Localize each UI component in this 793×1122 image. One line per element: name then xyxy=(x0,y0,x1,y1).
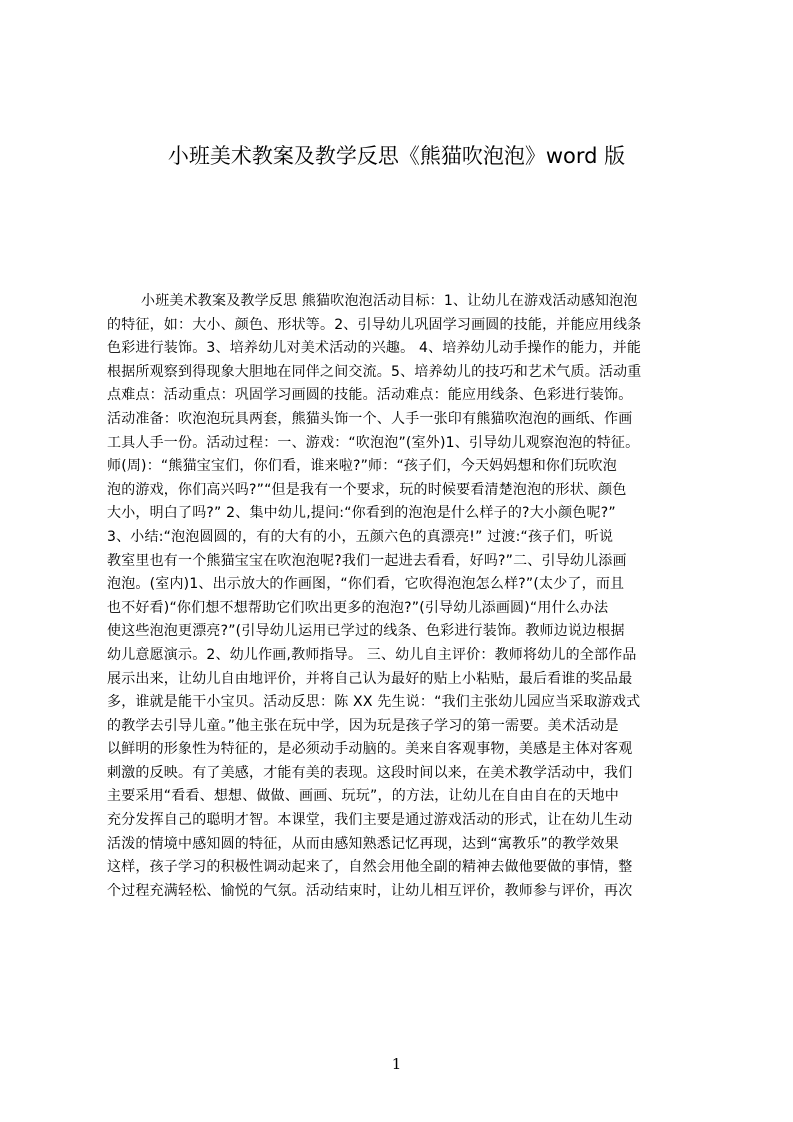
body-line: 泡的游戏，你们高兴吗?”“但是我有一个要求，玩的时候要看清楚泡泡的形状、颜色 xyxy=(107,481,627,498)
body-line: 3、小结:“泡泡圆圆的，有的大有的小，五颜六色的真漂亮!” 过渡:“孩子们，听说 xyxy=(107,528,614,545)
body-line: 泡泡。(室内)1、出示放大的作画图，“你们看，它吹得泡泡怎么样?”(太少了，而且 xyxy=(107,576,625,593)
document-title: 小班美术教案及教学反思《熊猫吹泡泡》word 版 xyxy=(167,144,626,168)
body-line: 活动准备：吹泡泡玩具两套，熊猫头饰一个、人手一张印有熊猫吹泡泡的画纸、作画 xyxy=(107,410,633,427)
body-line: 教室里也有一个熊猫宝宝在吹泡泡呢?我们一起进去看看，好吗?”二、引导幼儿添画 xyxy=(107,552,627,569)
body-line: 以鲜明的形象性为特征的，是必须动手动脑的。美来自客观事物，美感是主体对客观 xyxy=(107,741,633,758)
body-line: 色彩进行装饰。3、培养幼儿对美术活动的兴趣。 4、培养幼儿动手操作的能力，并能 xyxy=(107,340,642,357)
body-line: 点难点：活动重点：巩固学习画圆的技能。活动难点：能应用线条、色彩进行装饰。 xyxy=(107,387,633,404)
body-line: 工具人手一份。活动过程：一、游戏：“吹泡泡”(室外)1、引导幼儿观察泡泡的特征。 xyxy=(107,434,640,451)
body-line: 大小，明白了吗?” 2、集中幼儿,提问:“你看到的泡泡是什么样子的?大小颜色呢?” xyxy=(107,505,616,522)
body-line: 小班美术教案及教学反思 熊猫吹泡泡活动目标：1、让幼儿在游戏活动感知泡泡 xyxy=(141,293,638,309)
page-number: 1 xyxy=(391,1055,402,1073)
body-line: 多，谁就是能干小宝贝。活动反思：陈 XX 先生说：“我们主张幼儿园应当采取游戏式 xyxy=(107,694,641,711)
body-line: 充分发挥自己的聪明才智。本课堂，我们主要是通过游戏活动的形式，让在幼儿生动 xyxy=(107,812,633,829)
body-line: 主要采用“看看、想想、做做、画画、玩玩”，的方法，让幼儿在自由自在的天地中 xyxy=(107,788,619,805)
document-body xyxy=(107,290,698,990)
body-line: 这样，孩子学习的积极性调动起来了，自然会用他全副的精神去做他要做的事情，整 xyxy=(107,859,633,876)
body-line: 的特征，如：大小、颜色、形状等。2、引导幼儿巩固学习画圆的技能，并能应用线条 xyxy=(107,316,642,333)
body-line: 根据所观察到得现象大胆地在同伴之间交流。5、培养幼儿的技巧和艺术气质。活动重 xyxy=(107,363,642,380)
body-line: 幼儿意愿演示。2、幼儿作画,教师指导。 三、幼儿自主评价：教师将幼儿的全部作品 xyxy=(107,646,637,663)
body-line: 刺激的反映。有了美感，才能有美的表现。这段时间以来，在美术教学活动中，我们 xyxy=(107,764,633,781)
body-line: 使这些泡泡更漂亮?”(引导幼儿运用已学过的线条、色彩进行装饰。教师边说边根据 xyxy=(107,623,625,640)
body-line: 展示出来，让幼儿自由地评价，并将自己认为最好的贴上小粘贴，最后看谁的奖品最 xyxy=(107,670,633,687)
body-line: 师(周)：“熊猫宝宝们，你们看，谁来啦?”师：“孩子们，今天妈妈想和你们玩吹泡 xyxy=(107,458,617,475)
body-line: 的教学去引导儿童。”他主张在玩中学，因为玩是孩子学习的第一需要。美术活动是 xyxy=(107,717,619,734)
body-line: 也不好看)“你们想不想帮助它们吹出更多的泡泡?”(引导幼儿添画圆)“用什么办法 xyxy=(107,599,609,616)
body-line: 个过程充满轻松、愉悦的气氛。活动结束时，让幼儿相互评价，教师参与评价，再次 xyxy=(107,882,633,899)
body-line: 活泼的情境中感知圆的特征，从而由感知熟悉记忆再现，达到“寓教乐”的教学效果 xyxy=(107,835,619,852)
